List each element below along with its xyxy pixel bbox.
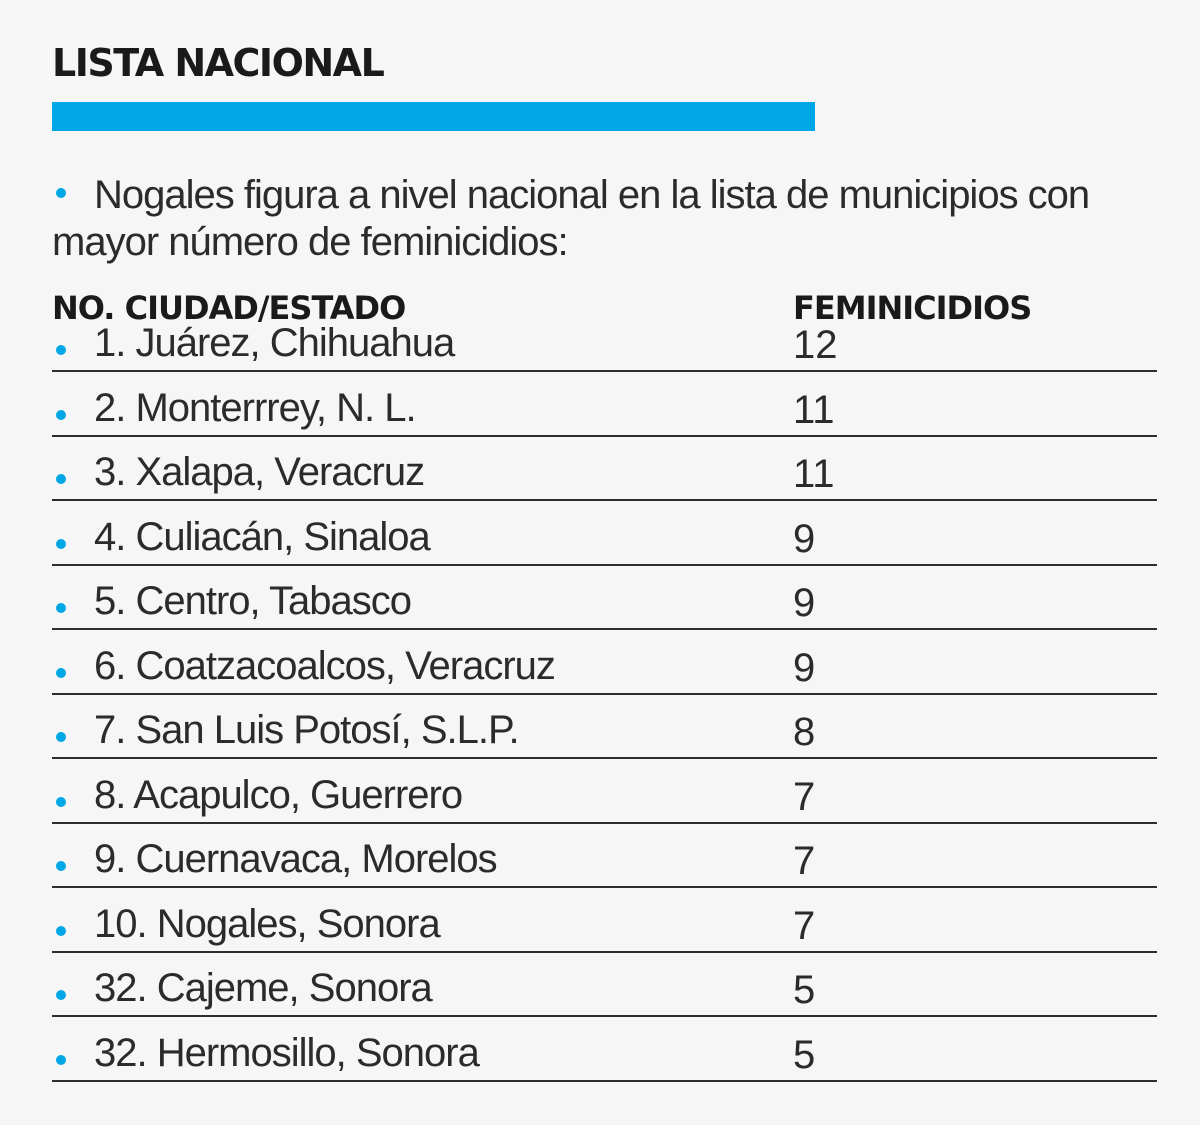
column-header-feminicidios: FEMINICIDIOS xyxy=(793,289,1032,327)
table-row xyxy=(52,953,1157,1018)
city-cell: 32. Cajeme, Sonora xyxy=(94,966,432,1010)
table-row xyxy=(52,501,1157,566)
column-header-city: NO. CIUDAD/ESTADO xyxy=(52,289,406,327)
count-cell: 9 xyxy=(793,581,816,625)
city-cell: 6. Coatzacoalcos, Veracruz xyxy=(94,643,555,688)
table-row xyxy=(52,630,1157,695)
city-cell: 4. Culiacán, Sinaloa xyxy=(94,514,430,559)
city-cell: 7. San Luis Potosí, S.L.P. xyxy=(94,708,519,752)
bullet-icon xyxy=(56,861,66,871)
count-cell: 11 xyxy=(793,452,835,496)
intro-paragraph xyxy=(52,172,1162,266)
bullet-icon xyxy=(56,668,66,678)
count-cell: 7 xyxy=(793,903,816,948)
city-cell: 3. Xalapa, Veracruz xyxy=(94,450,425,494)
city-cell: 9. Cuernavaca, Morelos xyxy=(94,837,497,881)
ranking-table xyxy=(52,308,1157,1082)
bullet-icon xyxy=(56,345,66,355)
table-row xyxy=(52,308,1157,372)
city-cell: 2. Monterrrey, N. L. xyxy=(94,385,416,430)
bullet-icon xyxy=(56,797,66,807)
bullet-icon xyxy=(56,474,66,484)
table-row xyxy=(52,566,1157,631)
count-cell: 11 xyxy=(793,387,835,432)
bullet-icon xyxy=(56,732,66,742)
table-row xyxy=(52,759,1157,824)
table-row xyxy=(52,888,1157,953)
table-row xyxy=(52,437,1157,502)
bullet-icon xyxy=(56,188,66,198)
count-cell: 8 xyxy=(793,710,816,754)
count-cell: 12 xyxy=(793,323,838,367)
table-row xyxy=(52,1017,1157,1082)
intro-text: Nogales figura a nivel nacional en la lista de municipios con mayor número de feminicidios: xyxy=(52,173,1090,264)
bullet-icon xyxy=(56,603,66,613)
page-title: LISTA NACIONAL xyxy=(52,41,384,85)
count-cell: 7 xyxy=(793,774,816,819)
bullet-icon xyxy=(56,990,66,1000)
count-cell: 5 xyxy=(793,968,816,1012)
count-cell: 7 xyxy=(793,839,816,883)
bullet-icon xyxy=(56,926,66,936)
table-row xyxy=(52,824,1157,889)
bullet-icon xyxy=(56,1055,66,1065)
table-row xyxy=(52,372,1157,437)
bullet-icon xyxy=(56,410,66,420)
count-cell: 9 xyxy=(793,645,816,690)
table-row xyxy=(52,695,1157,760)
title-accent-bar xyxy=(52,102,815,131)
city-cell: 8. Acapulco, Guerrero xyxy=(94,772,463,817)
count-cell: 5 xyxy=(793,1032,816,1077)
city-cell: 10. Nogales, Sonora xyxy=(94,901,440,946)
count-cell: 9 xyxy=(793,516,816,561)
city-cell: 32. Hermosillo, Sonora xyxy=(94,1030,479,1075)
bullet-icon xyxy=(56,539,66,549)
city-cell: 5. Centro, Tabasco xyxy=(94,579,412,623)
city-cell: 1. Juárez, Chihuahua xyxy=(94,321,455,365)
